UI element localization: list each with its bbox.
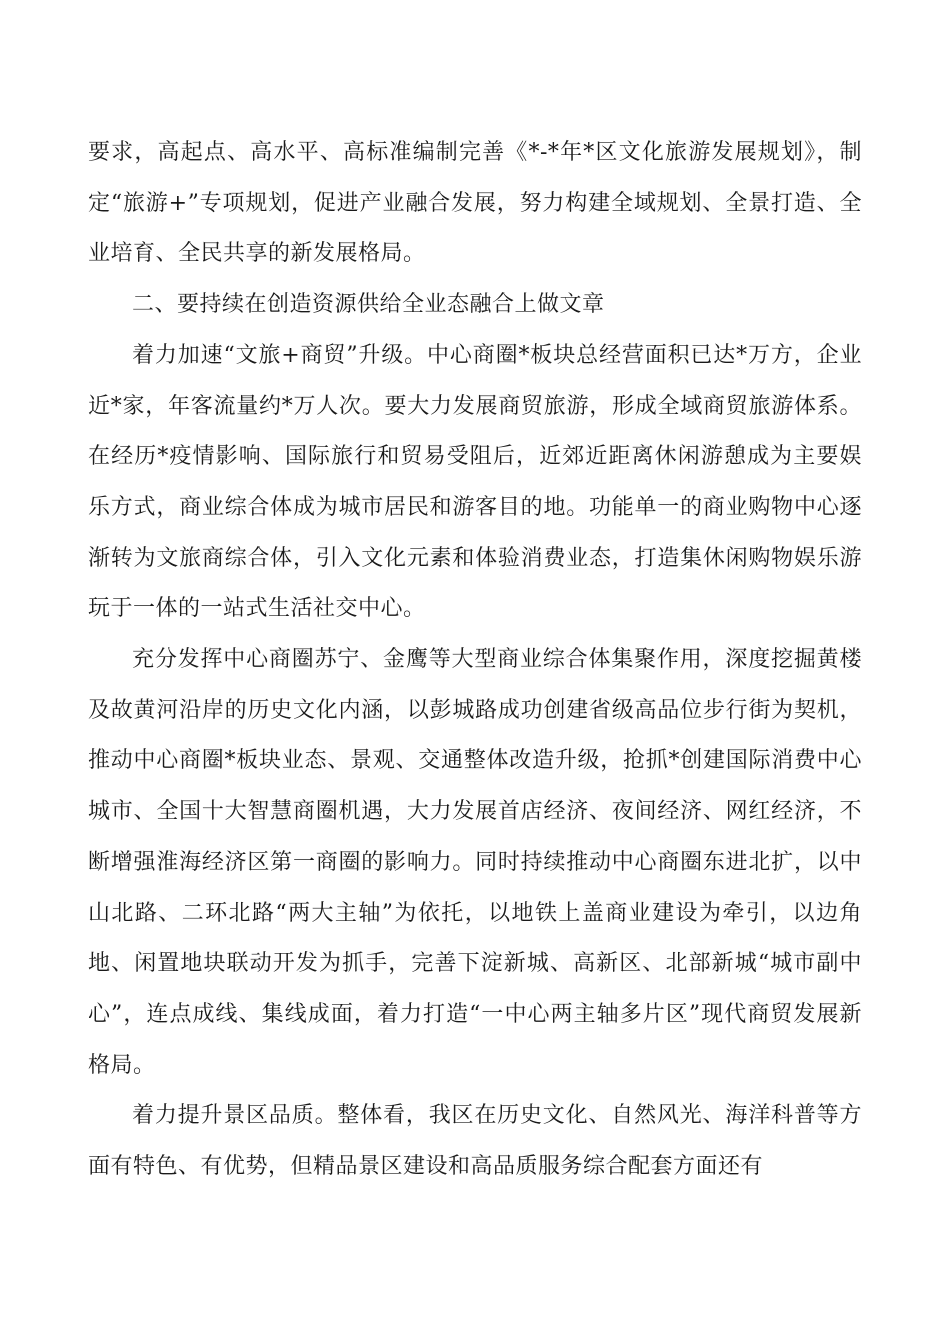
paragraph-culture-commerce: 着力加速“文旅+商贸”升级。中心商圈*板块总经营面积已达*万方，企业近*家，年客流量约*万人次。要大力发展商贸旅游，形成全域商贸旅游体系。在经历*疫情影响、国际旅行和贸易受阻后，近郊近距离休闲游憩成为主要娱乐方式，商业综合体成为城市居民和游客目的地。功能单一的商业购物中心逐渐转为文旅商综合体，引入文化元素和体验消费业态，打造集休闲购物娱乐游玩于一体的一站式生活社交中心。: [88, 342, 862, 622]
section-heading: 二、要持续在创造资源供给全业态融合上做文章: [132, 292, 605, 318]
paragraph-continuation: 要求，高起点、高水平、高标准编制完善《*-*年*区文化旅游发展规划》，制定“旅游+”专项规划，促进产业融合发展，努力构建全域规划、全景打造、全业培育、全民共享的新发展格局。: [88, 140, 862, 267]
paragraph-business-district: 充分发挥中心商圈苏宁、金鹰等大型商业综合体集聚作用，深度挖掘黄楼及故黄河沿岸的历史文化内涵，以彭城路成功创建省级高品位步行街为契机，推动中心商圈*板块业态、景观、交通整体改造升级，抢抓*创建国际消费中心城市、全国十大智慧商圈机遇，大力发展首店经济、夜间经济、网红经济，不断增强淮海经济区第一商圈的影响力。同时持续推动中心商圈东进北扩，以中山北路、二环北路“两大主轴”为依托，以地铁上盖商业建设为牵引，以边角地、闲置地块联动开发为抓手，完善下淀新城、高新区、北部新城“城市副中心”，连点成线、集线成面，着力打造“一中心两主轴多片区”现代商贸发展新格局。: [88, 647, 862, 1078]
document-body: [88, 128, 862, 1193]
paragraph-scenic-quality: 着力提升景区品质。整体看，我区在历史文化、自然风光、海洋科普等方面有特色、有优势，但精品景区建设和高品质服务综合配套方面还有: [88, 1103, 862, 1180]
